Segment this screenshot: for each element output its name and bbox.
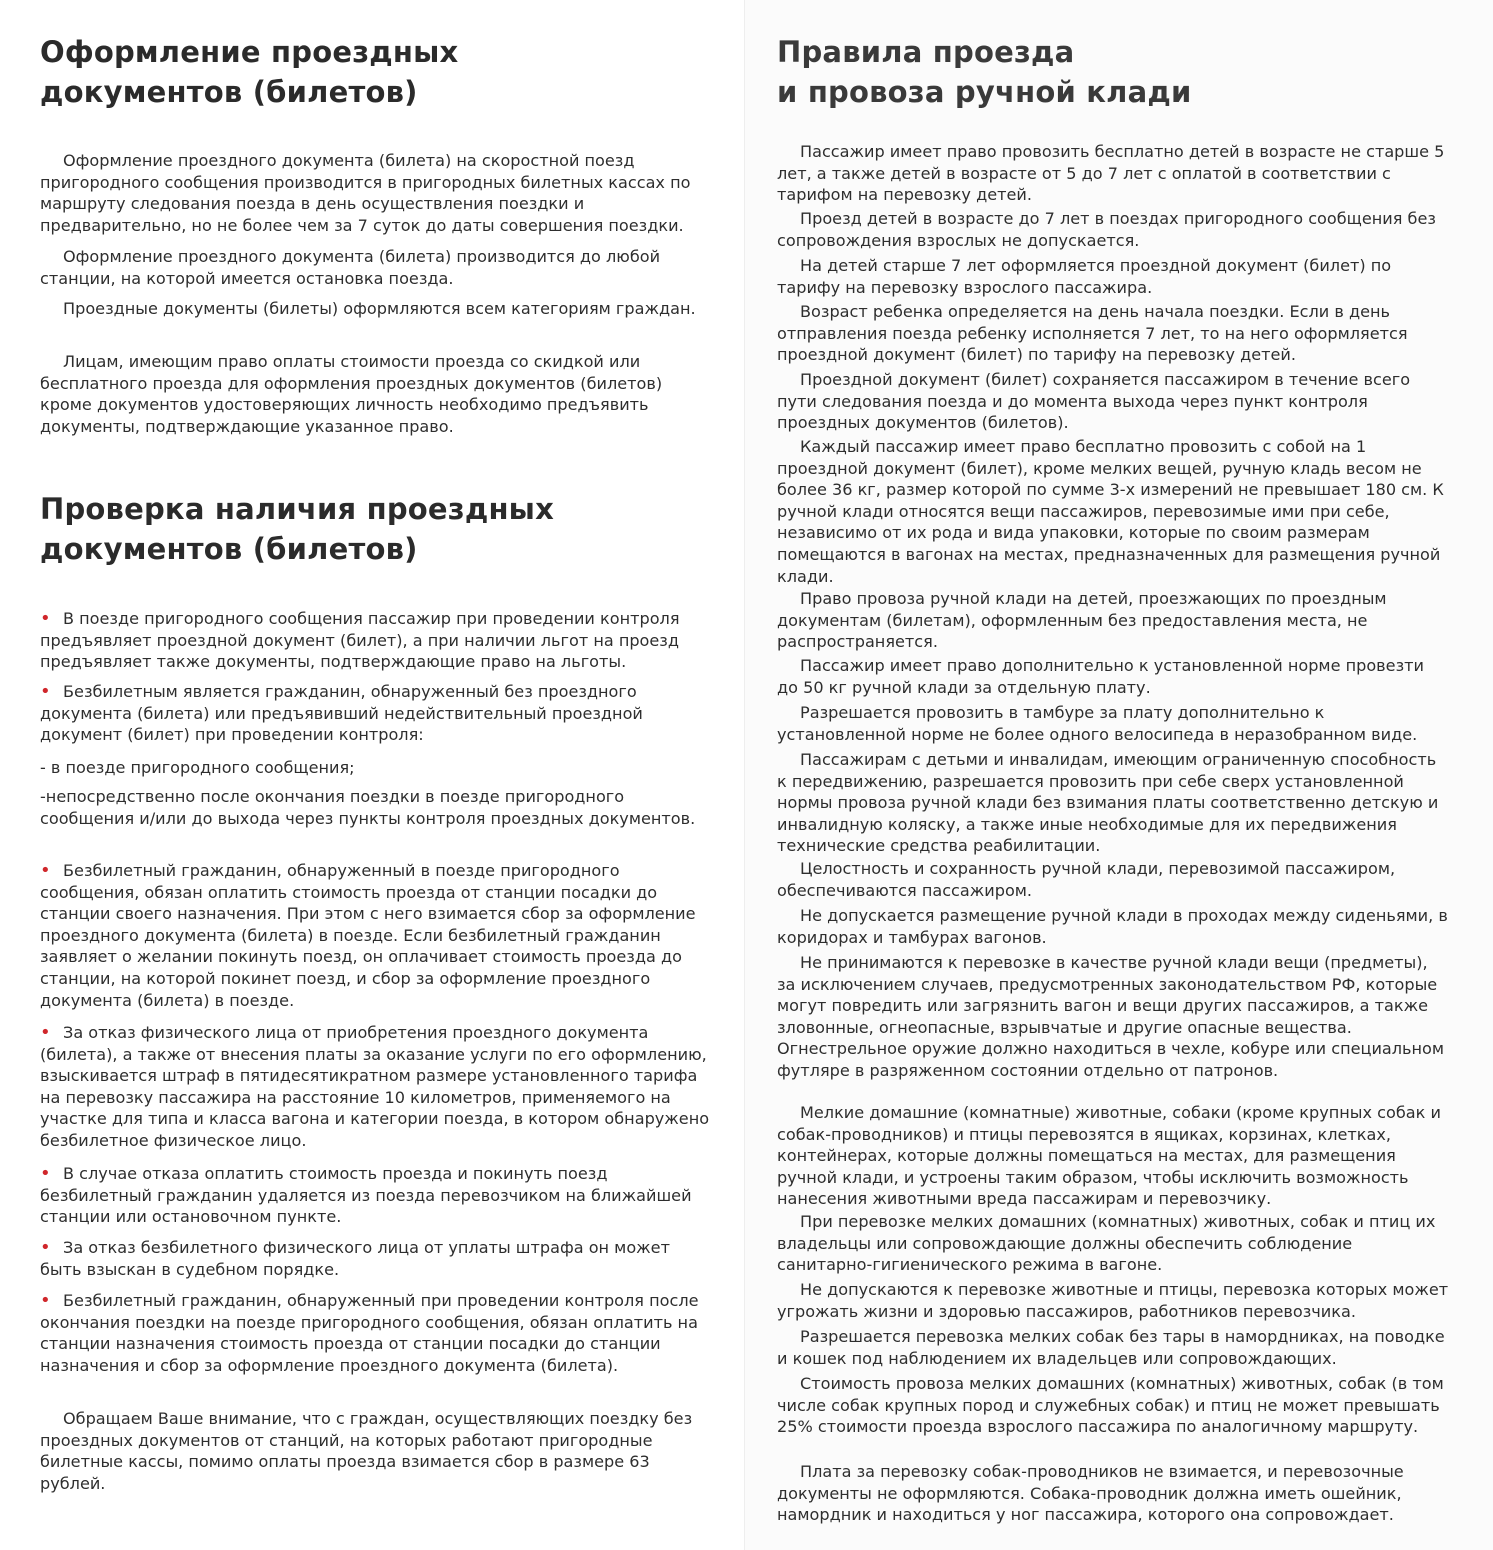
heading-line: документов (билетов) — [40, 532, 418, 566]
heading-line: Проверка наличия проездных — [40, 492, 555, 526]
paragraph: Стоимость провоза мелких домашних (комнатных) животных, собак (в том числе собак крупных пород и служебных собак) и птиц не может превышать 25% стоимости проезда взрослого пассажира по аналогичному маршруту. — [777, 1374, 1444, 1437]
paragraph: Проездные документы (билеты) оформляются всем категориям граждан. — [63, 299, 696, 318]
bullet-text: Безбилетным является гражданин, обнаруженный без проездного документа (билета) или предъявивший недействительный проездной документ (билет) при проведении контроля: — [40, 682, 643, 745]
bullet-item — [40, 860, 712, 1011]
heading-line: и провоза ручной клади — [777, 75, 1192, 109]
paragraph: Не допускается размещение ручной клади в проходах между сиденьями, в коридорах и тамбурах вагонов. — [777, 906, 1448, 947]
paragraph: Оформление проездного документа (билета) на скоростной поезд пригородного сообщения производится в пригородных билетных кассах по маршруту следования поезда в день осуществления поездки и предварительно, но не более чем за 7 суток до даты совершения поездки. — [40, 151, 691, 235]
bullet-marker: • — [40, 1163, 51, 1184]
paragraph: Не принимаются к перевозке в качестве ручной клади вещи (предметы), за исключением случаев, предусмотренных законодательством РФ, которые могут повредить или загрязнить вагон и вещи других пассажиров, а также зловонные, огнеопасные, взрывчатые и другие опасные вещества. Огнестрельное оружие должно находиться в чехле, кобуре или специальном футляре в разряженном состоянии отдельно от патронов. — [777, 953, 1445, 1080]
bullet-text: В случае отказа оплатить стоимость проезда и покинуть поезд безбилетный гражданин удаляется из поезда перевозчиком на ближайшей станции или остановочном пункте. — [40, 1164, 692, 1227]
paragraph: Лицам, имеющим право оплаты стоимости проезда со скидкой или бесплатного проезда для оформления проездных документов (билетов) кроме документов удостоверяющих личность необходимо предъявить документы, подтверждающие указанное право. — [40, 352, 663, 436]
bullet-text: За отказ безбилетного физического лица от уплаты штрафа он может быть взыскан в судебном порядке. — [40, 1238, 670, 1279]
bullet-text: Безбилетный гражданин, обнаруженный в поезде пригородного сообщения, обязан оплатить стоимость проезда от станции посадки до станции своего назначения. При этом с него взимается сбор за оформление проездного документа (билета) в поезде. Если безбилетный гражданин заявляет о желании покинуть поезд, он оплачивает стоимость проезда до станции, на которой покинет поезд, и сбор за оформление проездного документа (билета) в поезде. — [40, 861, 696, 1010]
heading-ticket-issuance — [40, 32, 720, 112]
heading-ticket-check — [40, 489, 730, 569]
bullet-marker: • — [40, 1237, 51, 1258]
bullet-marker: • — [40, 1022, 51, 1043]
closing-paragraph: Обращаем Ваше внимание, что с граждан, осуществляющих поездку без проездных документов от станций, на которых работают пригородные билетные кассы, помимо оплаты проезда взимается сбор в размере 63 рублей. — [40, 1409, 693, 1493]
paragraph: Оформление проездного документа (билета) производится до любой станции, на которой имеется остановка поезда. — [40, 247, 661, 288]
paragraph: Целостность и сохранность ручной клади, перевозимой пассажиром, обеспечиваются пассажиром. — [777, 859, 1396, 900]
heading-line: Правила проезда — [777, 35, 1075, 69]
heading-luggage-rules — [777, 32, 1467, 112]
bullet-marker: • — [40, 608, 51, 629]
right-column — [745, 0, 1493, 1550]
paragraph: Разрешается перевозка мелких собак без тары в намордниках, на поводке и кошек под наблюдением их владельцев или сопровождающих. — [777, 1327, 1445, 1368]
paragraph: Проездной документ (билет) сохраняется пассажиром в течение всего пути следования поезда и до момента выхода через пункт контроля проездных документов (билетов). — [777, 370, 1411, 433]
paragraph: Плата за перевозку собак-проводников не взимается, и перевозочные документы не оформляются. Собака-проводник должна иметь ошейник, намордник и находиться у ног пассажира, которого она сопровождает. — [777, 1462, 1404, 1525]
paragraph: Мелкие домашние (комнатные) животные, собаки (кроме крупных собак и собак-проводников) и птицы перевозятся в ящиках, корзинах, клетках, контейнерах, которые должны помещаться на местах, для размещения ручной клади, и устроены таким образом, чтобы исключить возможность нанесения животными вреда пассажирам и перевозчику. — [777, 1103, 1441, 1209]
paragraph: Право провоза ручной клади на детей, проезжающих по проездным документам (билетам), оформленным без предоставления места, не распространяется. — [777, 589, 1387, 652]
paragraph: Возраст ребенка определяется на день начала поездки. Если в день отправления поезда ребенку исполняется 7 лет, то на него оформляется проездной документ (билет) по тарифу на перевозку детей. — [777, 302, 1408, 365]
bullet-item — [40, 681, 712, 746]
bullet-text: В поезде пригородного сообщения пассажир при проведении контроля предъявляет проездной документ (билет), а при наличии льгот на проезд предъявляет также документы, подтверждающие право на льготы. — [40, 609, 680, 672]
bullet-item — [40, 1237, 712, 1280]
bullet-item — [40, 1290, 712, 1376]
bullet-item — [40, 1163, 712, 1228]
bullet-marker: • — [40, 681, 51, 702]
heading-line: Оформление проездных — [40, 35, 459, 69]
paragraph: Пассажир имеет право провозить бесплатно детей в возрасте не старше 5 лет, а также детей в возрасте от 5 до 7 лет с оплатой в соответствии с тарифом на перевозку детей. — [777, 142, 1445, 205]
paragraph: Не допускаются к перевозке животные и птицы, перевозка которых может угрожать жизни и здоровью пассажиров, работников перевозчика. — [777, 1280, 1449, 1321]
bullet-item — [40, 1022, 712, 1152]
bullet-marker: • — [40, 860, 51, 881]
paragraph: Пассажир имеет право дополнительно к установленной норме провезти до 50 кг ручной клади за отдельную плату. — [777, 656, 1424, 697]
heading-line: документов (билетов) — [40, 75, 418, 109]
paragraph: При перевозке мелких домашних (комнатных) животных, собак и птиц их владельцы или сопровождающие должны обеспечить соблюдение санитарно-гигиенического режима в вагоне. — [777, 1212, 1436, 1275]
bullet-text: Безбилетный гражданин, обнаруженный при проведении контроля после окончания поездки на поезде пригородного сообщения, обязан оплатить на станции назначения стоимость проезда от станции посадки до станции назначения и сбор за оформление проездного документа (билета). — [40, 1291, 699, 1375]
paragraph: На детей старше 7 лет оформляется проездной документ (билет) по тарифу на перевозку взрослого пассажира. — [777, 256, 1392, 297]
bullet-text: За отказ физического лица от приобретения проездного документа (билета), а также от внесения платы за оказание услуги по его оформлению, взыскивается штраф в пятидесятикратном размере установленного тарифа на перевозку пассажира на расстояние 10 километров, применяемого на участке для типа и класса вагона и категории поезда, в котором обнаружено безбилетное физическое лицо. — [40, 1023, 710, 1150]
paragraph: Проезд детей в возрасте до 7 лет в поездах пригородного сообщения без сопровождения взрослых не допускается. — [777, 209, 1436, 250]
paragraph: Каждый пассажир имеет право бесплатно провозить с собой на 1 проездной документ (билет), кроме мелких вещей, ручную кладь весом не более 36 кг, размер которой по сумме 3-х измерений не превышает 180 см. К ручной клади относятся вещи пассажиров, перевозимые ими при себе, независимо от их рода и вида упаковки, которые по своим размерам помещаются в вагонах на местах, предназначенных для размещения ручной клади. — [777, 437, 1444, 586]
dash-item: -непосредственно после окончания поездки в поезде пригородного сообщения и/или до выхода через пункты контроля проездных документов. — [40, 787, 696, 828]
bullet-marker: • — [40, 1290, 51, 1311]
dash-item: - в поезде пригородного сообщения; — [40, 758, 355, 777]
paragraph: Пассажирам с детьми и инвалидам, имеющим ограниченную способность к передвижению, разрешается провозить при себе сверх установленной нормы провоза ручной клади без взимания платы соответственно детскую и инвалидную коляску, а также иные необходимые для их передвижения технические средства реабилитации. — [777, 750, 1439, 856]
bullet-item — [40, 608, 712, 673]
paragraph: Разрешается провозить в тамбуре за плату дополнительно к установленной норме не более одного велосипеда в неразобранном виде. — [777, 703, 1418, 744]
